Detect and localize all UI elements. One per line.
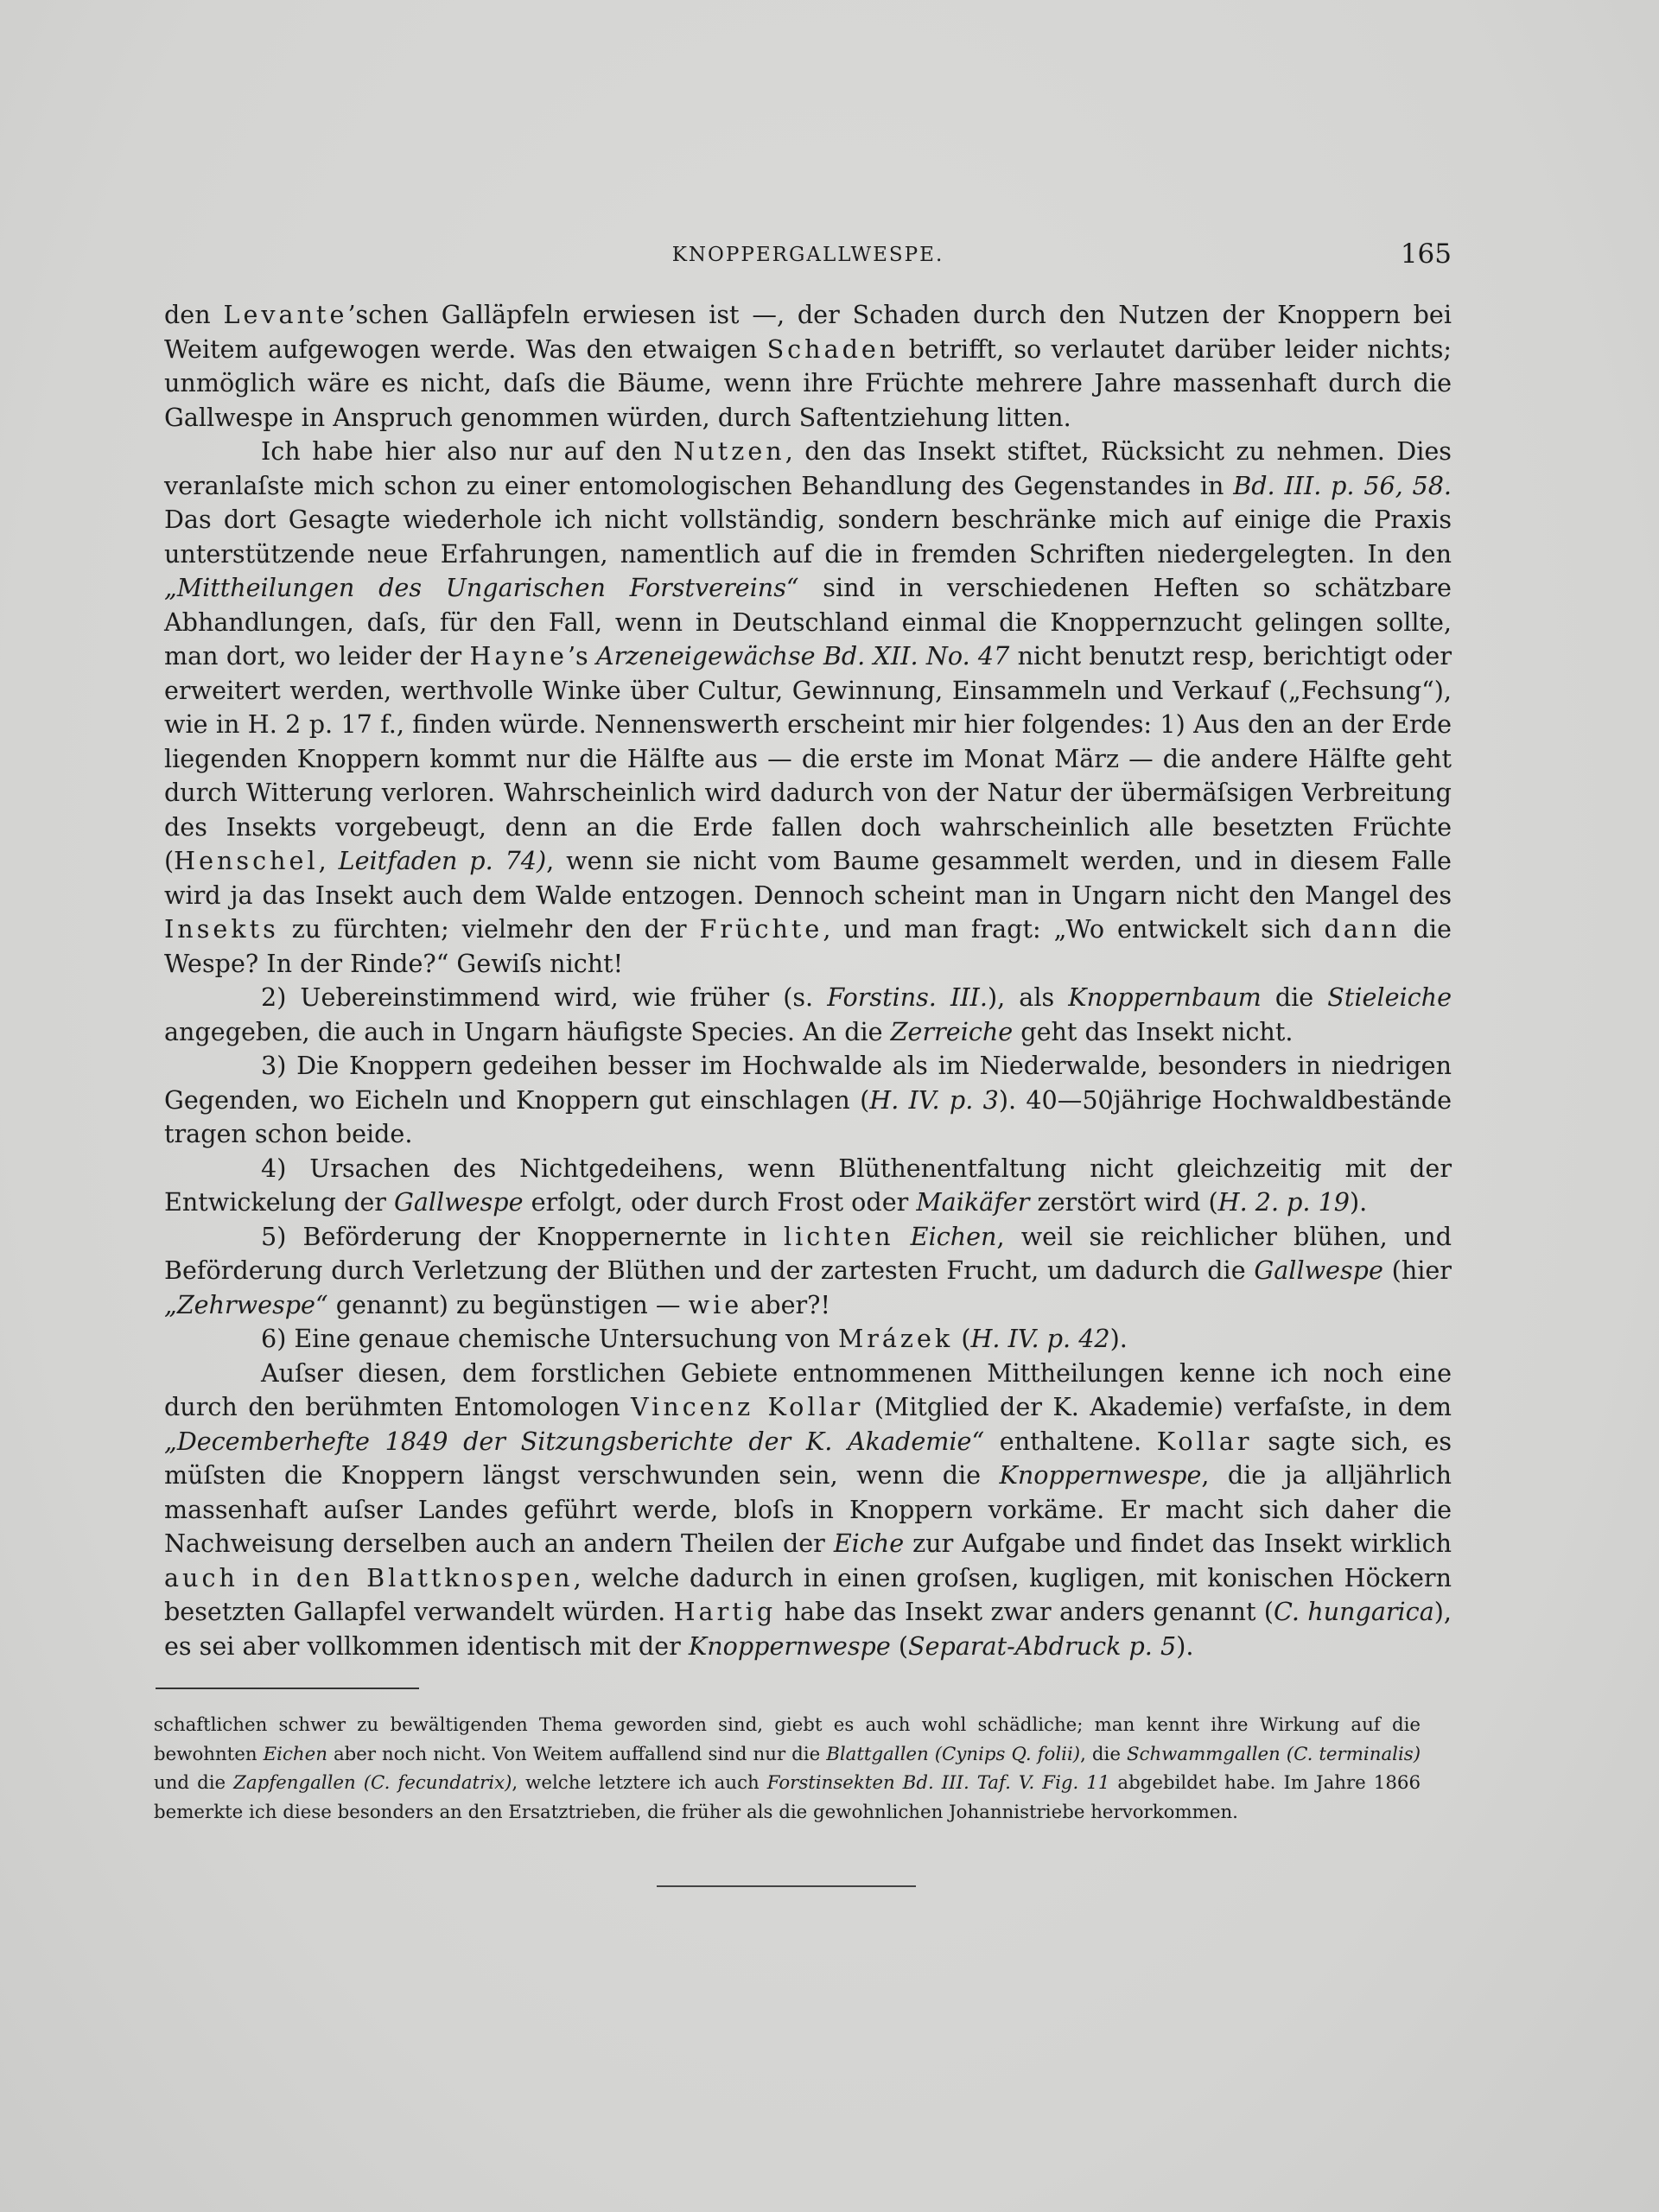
footnote-rule [156,1688,419,1689]
body-text [164,298,1452,1663]
page-number: 165 [1400,238,1452,270]
paragraph-1: den Levante’schen Galläpfeln erwiesen ist —, der Schaden durch den Nutzen der Knoppern bei Weitem aufgewogen werde. Was den etwaigen Schaden betrifft, so verlautet darüber leider nichts; unmöglich wäre es nicht, daſs die Bäume, wenn ihre Früchte mehrere Jahre massenhaft durch die Gallwespe in Anspruch genommen würden, durch Saftentziehung litten. [164,300,1452,432]
paragraph-8: Auſser diesen, dem forstlichen Gebiete entnommenen Mittheilungen kenne ich noch eine durch den berühmten Entomologen Vincenz Kollar (Mitglied der K. Akademie) verfaſste, in dem „Decemberhefte 1849 der Sitzungsberichte der K. Akademie“ enthaltene. Kollar sagte sich, es müſsten die Knoppern längst verschwunden sein, wenn die Knoppernwespe, die ja alljährlich massenhaft auſser Landes geführt werde, bloſs in Knoppern vorkäme. Er macht sich daher die Nachweisung derselben auch an andern Theilen der Eiche zur Aufgabe und findet das Insekt wirklich auch in den Blattknospen, welche dadurch in einen groſsen, kugligen, mit konischen Höckern besetzten Gallapfel verwandelt würden. Hartig habe das Insekt zwar anders genannt (C. hungarica), es sei aber vollkommen identisch mit der Knoppernwespe (Separat-Abdruck p. 5). [164,1357,1452,1661]
running-head [164,238,1452,287]
paragraph-4: 3) Die Knoppern gedeihen besser im Hochwalde als im Niederwalde, besonders in niedrigen Gegenden, wo Eicheln und Knoppern gut einschlagen (H. IV. p. 3). 40—50jährige Hochwaldbestände tragen schon beide. [164,1051,1452,1148]
paragraph-6: 5) Beförderung der Knoppernernte in lichten Eichen, weil sie reichlicher blühen, und Beförderung durch Verletzung der Blüthen und der zartesten Frucht, um dadurch die Gallwespe (hier „Zehrwespe“ genannt) zu begünstigen — wie aber?! [164,1221,1452,1319]
running-title: KNOPPERGALLWESPE. [671,244,944,266]
paragraph-2: Ich habe hier also nur auf den Nutzen, den das Insekt stiftet, Rücksicht zu nehmen. Dies veranlaſste mich schon zu einer entomologischen Behandlung des Gegenstandes in Bd. III. p. 56, 58. Das dort Gesagte wiederhole ich nicht vollständig, sondern beschränke mich auf einige die Praxis unterstützende neue Erfahrungen, namentlich auf die in fremden Schriften niedergelegten. In den „Mittheilungen des Ungarischen Forstvereins“ sind in verschiedenen Heften so schätzbare Abhandlungen, daſs, für den Fall, wenn in Deutschland einmal die Knoppernzucht gelingen sollte, man dort, wo leider der Hayne’s Arzeneigewächse Bd. XII. No. 47 nicht benutzt resp, berichtigt oder erweitert werden, werthvolle Winke über Cultur, Gewinnung, Einsammeln und Verkauf („Fechsung“), wie in H. 2 p. 17 f., finden würde. Nennenswerth erscheint mir hier folgendes: 1) Aus den an der Erde liegenden Knoppern kommt nur die Hälfte aus — die erste im Monat März — die andere Hälfte geht durch Witterung verloren. Wahrscheinlich wird dadurch von der Natur der übermäſsigen Verbreitung des Insekts vorgebeugt, denn an die Erde fallen doch wahrscheinlich alle besetzten Früchte (Henschel, Leitfaden p. 74), wenn sie nicht vom Baume gesammelt werden, und in diesem Falle wird ja das Insekt auch dem Walde entzogen. Dennoch scheint man in Ungarn nicht den Mangel des Insekts zu fürchten; vielmehr den der Früchte, und man fragt: „Wo entwickelt sich dann die Wespe? In der Rinde?“ Gewiſs nicht! [164,436,1452,978]
paragraph-7: 6) Eine genaue chemische Untersuchung von Mrázek (H. IV. p. 42). [261,1324,1128,1353]
paragraph-3: 2) Uebereinstimmend wird, wie früher (s. Forstins. III.), als Knoppernbaum die Stieleiche angegeben, die auch in Ungarn häufigste Species. An die Zerreiche geht das Insekt nicht. [164,982,1452,1046]
paragraph-5: 4) Ursachen des Nichtgedeihens, wenn Blüthenentfaltung nicht gleichzeitig mit der Entwickelung der Gallwespe erfolgt, oder durch Frost oder Maikäfer zerstört wird (H. 2. p. 19). [164,1153,1452,1217]
end-rule [657,1885,916,1887]
footnote: schaftlichen schwer zu bewältigenden Thema geworden sind, giebt es auch wohl schädliche; man kennt ihre Wirkung auf die bewohnten Eichen aber noch nicht. Von Weitem auffallend sind nur die Blattgallen (Cynips Q. folii), die Schwammgallen (C. terminalis) und die Zapfengallen (C. fecundatrix), welche letztere ich auch Forstinsekten Bd. III. Taf. V. Fig. 11 abgebildet habe. Im Jahre 1866 bemerkte ich diese besonders an den Ersatztrieben, die früher als die gewohnlichen Johannistriebe hervorkommen. [154,1714,1421,1823]
